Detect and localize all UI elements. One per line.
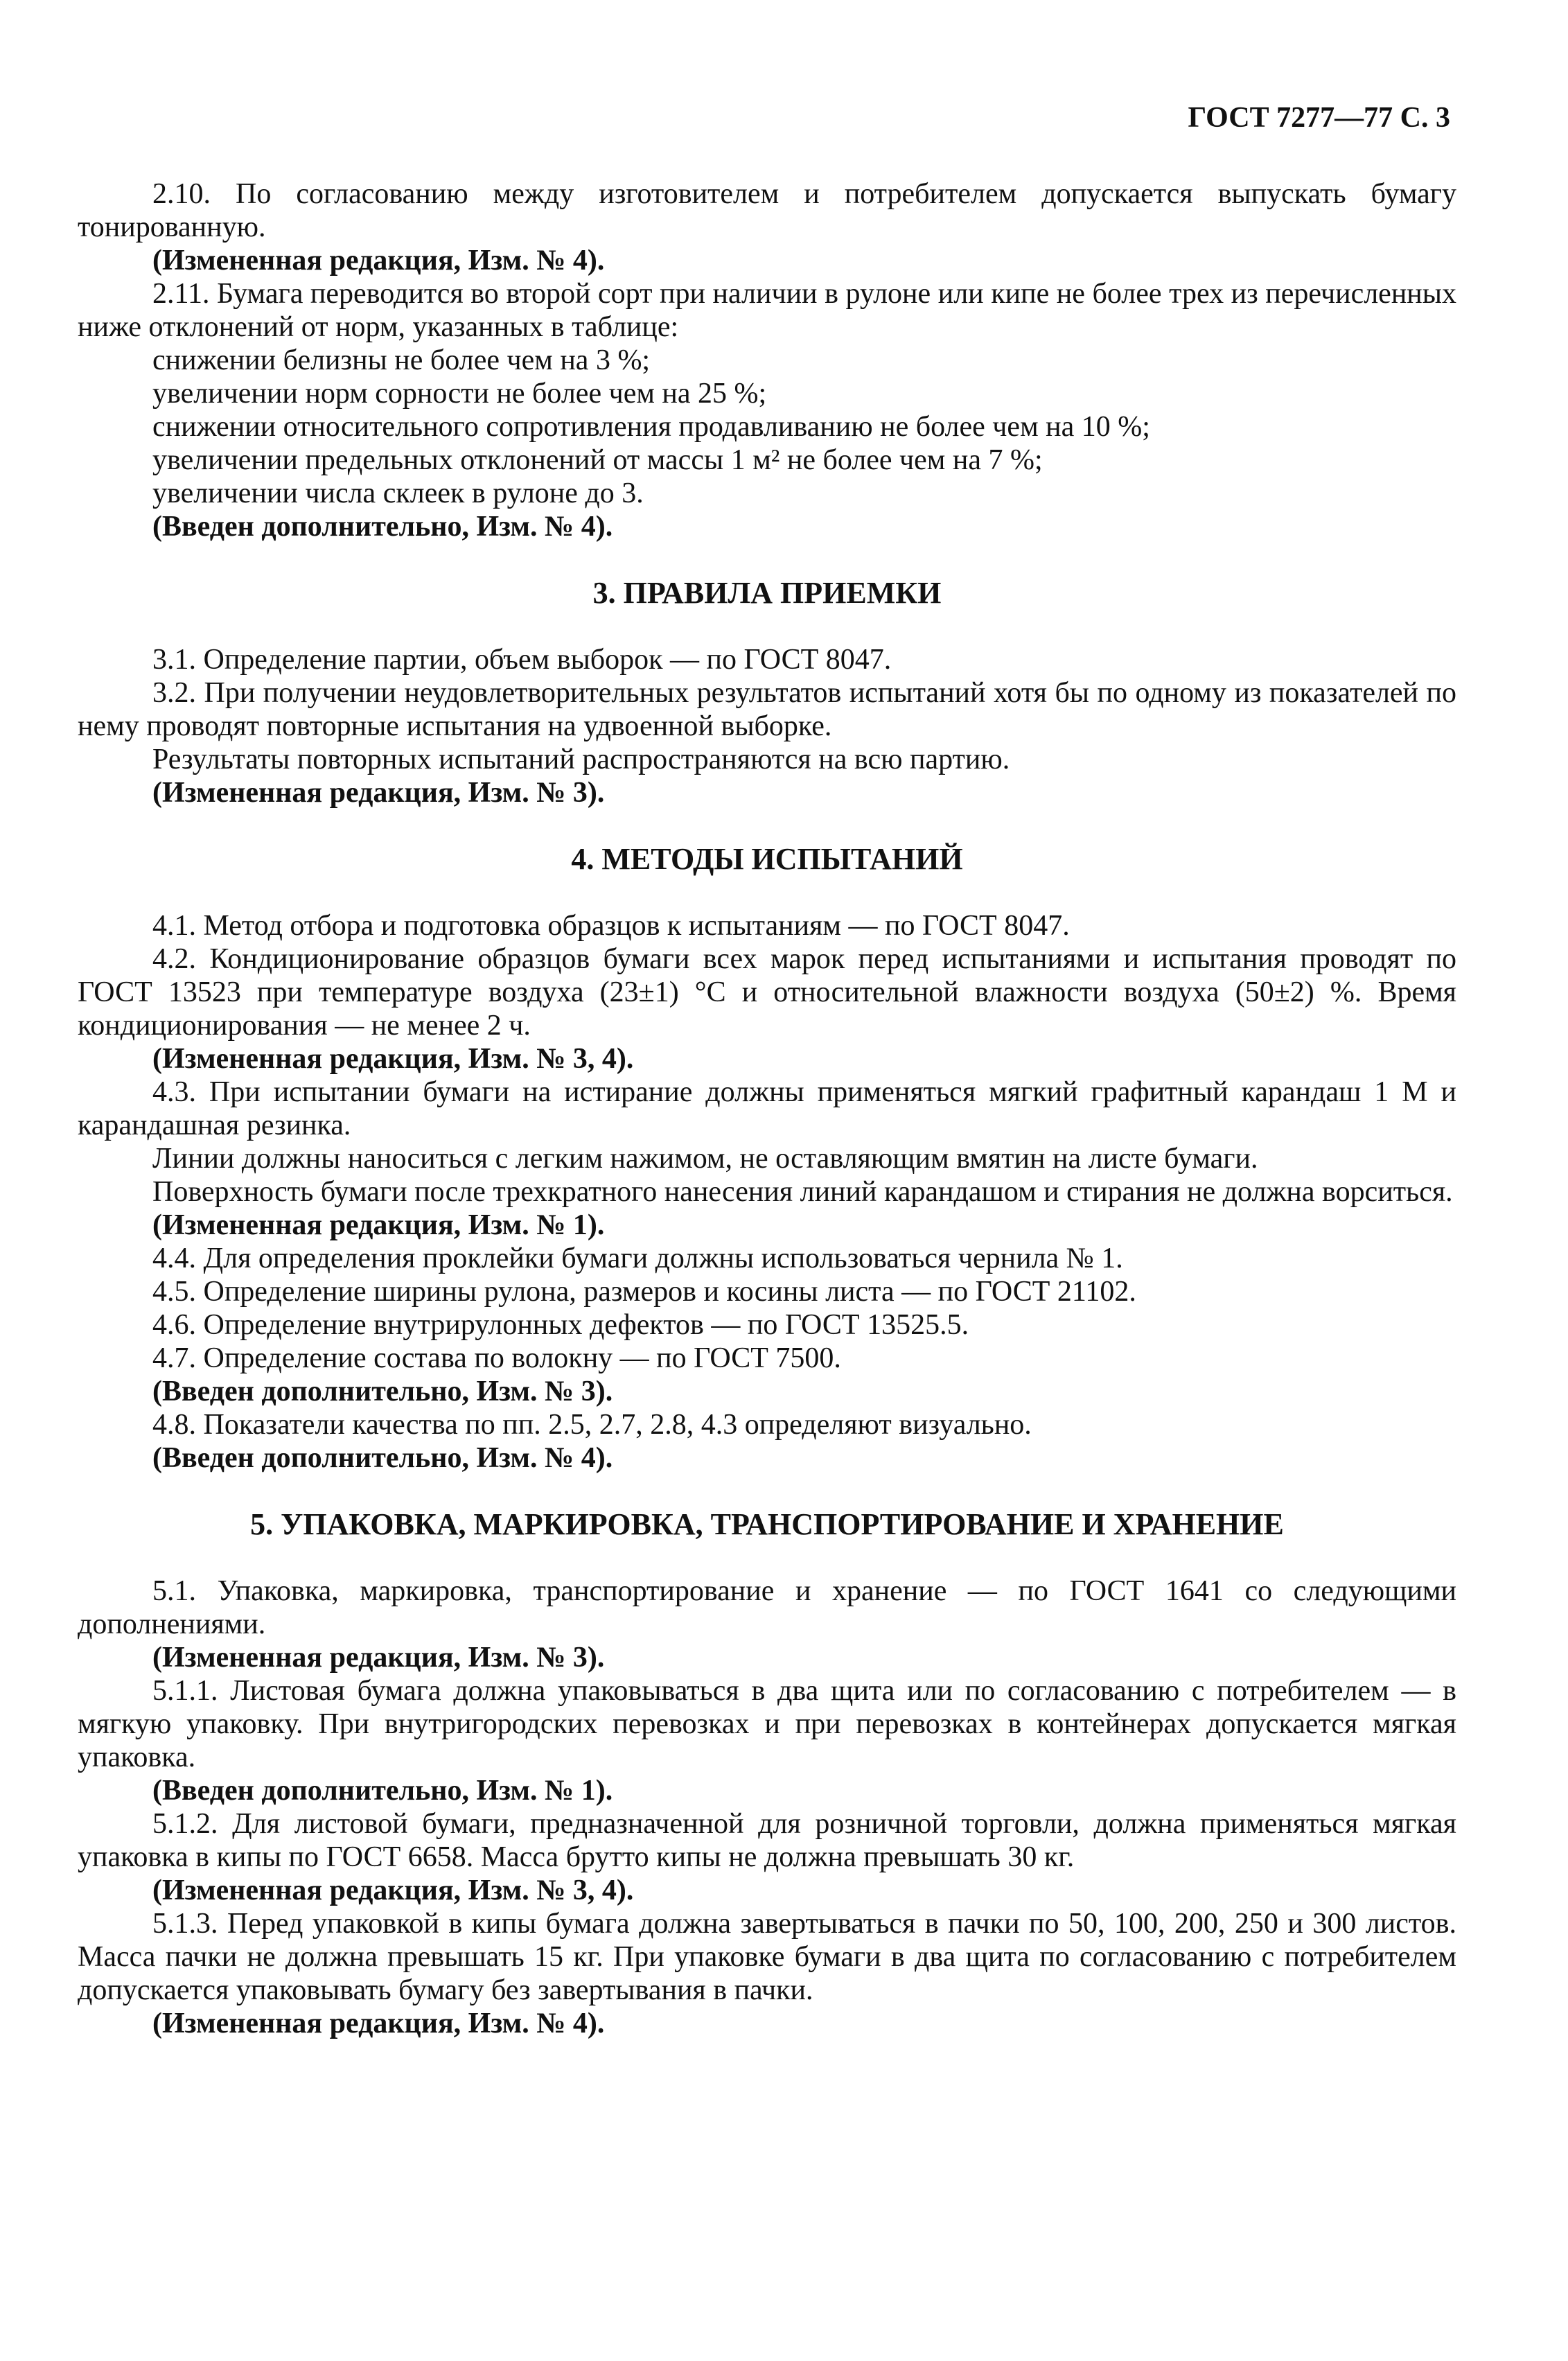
paragraph: 2.10. По согласованию между изготовителем и потребителем допускается выпускать бумагу тонированную.	[78, 178, 1456, 243]
section-5-heading: 5. УПАКОВКА, МАРКИРОВКА, ТРАНСПОРТИРОВАНИЕ И ХРАНЕНИЕ	[250, 1507, 1284, 1541]
paragraph: 4.1. Метод отбора и подготовка образцов к испытаниям — по ГОСТ 8047.	[152, 910, 1070, 942]
list-item: снижении относительного сопротивления продавливанию не более чем на 10 %;	[152, 411, 1150, 443]
section-3-heading: 3. ПРАВИЛА ПРИЕМКИ	[592, 576, 942, 610]
list-item: увеличении предельных отклонений от массы 1 м² не более чем на 7 %;	[152, 444, 1043, 476]
amendment-note: (Измененная редакция, Изм. № 3).	[152, 1642, 605, 1674]
document-body	[78, 177, 1456, 2040]
amendment-note: (Измененная редакция, Изм. № 4).	[152, 245, 605, 277]
paragraph: 5.1.1. Листовая бумага должна упаковываться в два щита или по согласованию с потребителем — в мягкую упаковку. При внутригородских перевозках и при перевозках в контейнерах допускается мягкая упаковка.	[78, 1675, 1456, 1773]
paragraph: Поверхность бумаги после трехкратного нанесения линий карандашом и стирания не должна ворситься.	[152, 1176, 1453, 1208]
amendment-note: (Измененная редакция, Изм. № 3, 4).	[152, 1875, 634, 1906]
paragraph: 4.3. При испытании бумаги на истирание должны применяться мягкий графитный карандаш 1 М и карандашная резинка.	[78, 1076, 1456, 1141]
amendment-note: (Измененная редакция, Изм. № 3).	[152, 777, 605, 809]
page-header: ГОСТ 7277—77 С. 3	[1188, 102, 1450, 134]
amendment-note: (Измененная редакция, Изм. № 3, 4).	[152, 1043, 634, 1075]
amendment-note: (Измененная редакция, Изм. № 4).	[152, 2008, 605, 2039]
paragraph: 4.4. Для определения проклейки бумаги должны использоваться чернила № 1.	[152, 1243, 1123, 1274]
paragraph: 4.6. Определение внутрирулонных дефектов — по ГОСТ 13525.5.	[152, 1309, 969, 1341]
list-item: увеличении числа склеек в рулоне до 3.	[152, 477, 644, 509]
paragraph: Результаты повторных испытаний распространяются на всю партию.	[152, 744, 1010, 775]
paragraph: 4.8. Показатели качества по пп. 2.5, 2.7, 2.8, 4.3 определяют визуально.	[152, 1409, 1032, 1441]
paragraph: 5.1.3. Перед упаковкой в кипы бумага должна завертываться в пачки по 50, 100, 200, 250 и 300 листов. Масса пачки не должна превышать 15 кг. При упаковке бумаги в два щита по согласованию с потребителем допускается упаковывать бумагу без завертывания в пачки.	[78, 1908, 1456, 2006]
amendment-note: (Введен дополнительно, Изм. № 4).	[152, 511, 613, 543]
section-4-paragraphs	[78, 909, 1456, 1475]
paragraph: Линии должны наноситься с легким нажимом, не оставляющим вмятин на листе бумаги.	[152, 1143, 1258, 1175]
section-4-heading: 4. МЕТОДЫ ИСПЫТАНИЙ	[571, 842, 963, 876]
deviation-list	[78, 344, 1456, 510]
amendment-note: (Введен дополнительно, Изм. № 1).	[152, 1775, 613, 1807]
paragraph: 3.2. При получении неудовлетворительных результатов испытаний хотя бы по одному из показателей по нему проводят повторные испытания на удвоенной выборке.	[78, 677, 1456, 742]
section-2-paragraphs	[78, 177, 1456, 344]
paragraph: 4.2. Кондиционирование образцов бумаги всех марок перед испытаниями и испытания проводят по ГОСТ 13523 при температуре воздуха (23±1) °С и относительной влажности воздуха (50±2) %. Время кондиционирования — не менее 2 ч.	[78, 943, 1456, 1042]
list-item: увеличении норм сорности не более чем на 25 %;	[152, 378, 767, 410]
paragraph: 4.5. Определение ширины рулона, размеров и косины листа — по ГОСТ 21102.	[152, 1276, 1136, 1308]
paragraph: 5.1. Упаковка, маркировка, транспортирование и хранение — по ГОСТ 1641 со следующими дополнениями.	[78, 1575, 1456, 1640]
amendment-note: (Измененная редакция, Изм. № 1).	[152, 1209, 605, 1241]
section-5-paragraphs	[78, 1574, 1456, 2040]
paragraph: 4.7. Определение состава по волокну — по ГОСТ 7500.	[152, 1342, 841, 1374]
paragraph: 5.1.2. Для листовой бумаги, предназначенной для розничной торговли, должна применяться мягкая упаковка в кипы по ГОСТ 6658. Масса брутто кипы не должна превышать 30 кг.	[78, 1808, 1456, 1873]
amendment-note: (Введен дополнительно, Изм. № 4).	[152, 1442, 613, 1474]
section-3-paragraphs	[78, 643, 1456, 809]
paragraph: 3.1. Определение партии, объем выборок — по ГОСТ 8047.	[152, 644, 892, 676]
list-item: снижении белизны не более чем на 3 %;	[152, 344, 651, 376]
paragraph: 2.11. Бумага переводится во второй сорт при наличии в рулоне или кипе не более трех из перечисленных ниже отклонений от норм, указанных в таблице:	[78, 278, 1456, 343]
amendment-note: (Введен дополнительно, Изм. № 3).	[152, 1376, 613, 1407]
